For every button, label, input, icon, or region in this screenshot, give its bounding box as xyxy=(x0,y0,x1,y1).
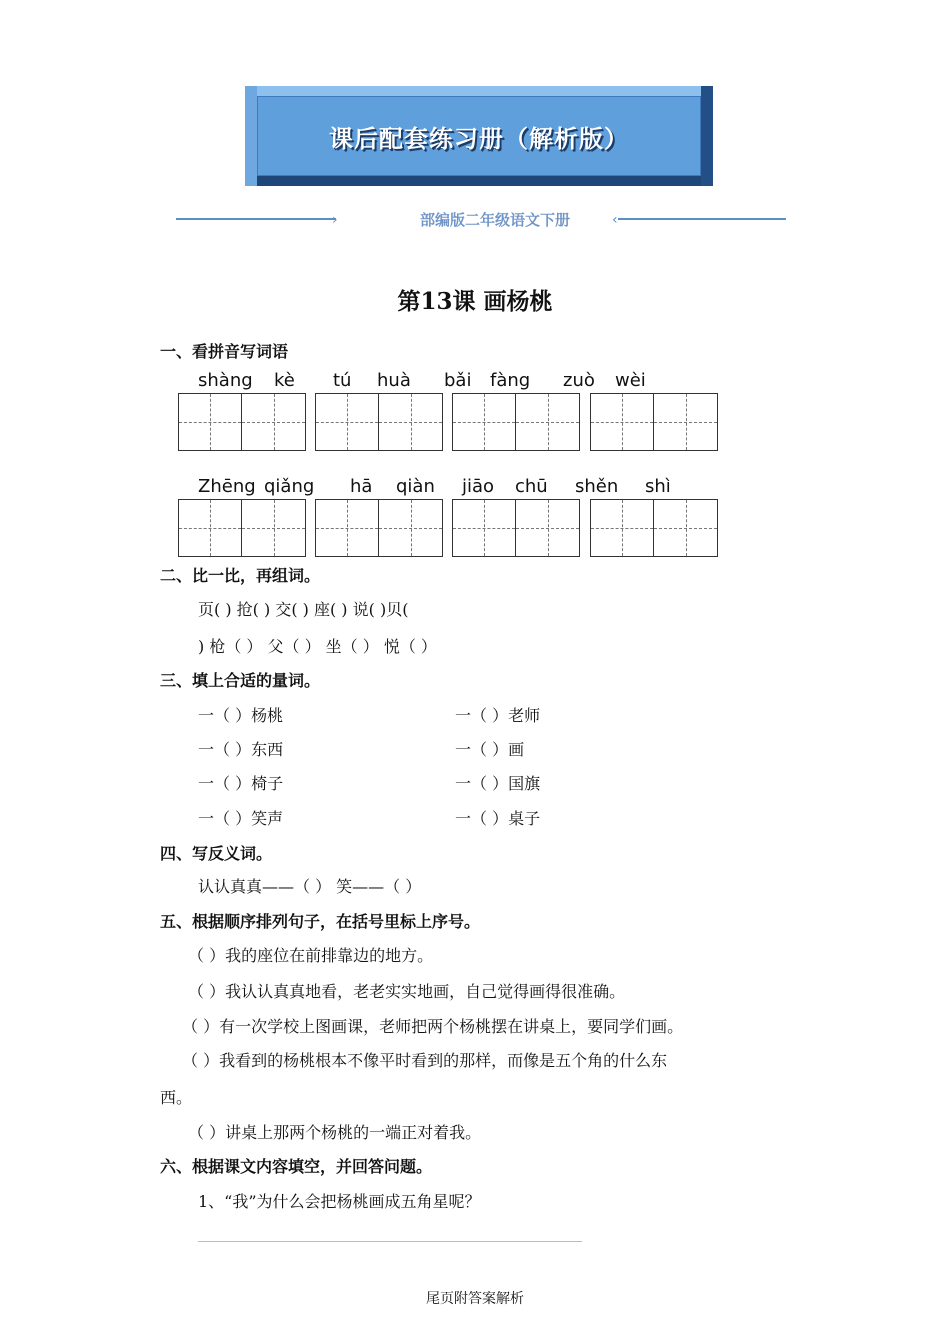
pinyin: qiàn xyxy=(396,476,435,497)
pinyin: zuò xyxy=(563,370,595,391)
measure-word-item: 一（ ）桌子 xyxy=(455,809,541,828)
order-sentence: （ ）我认认真真地看，老老实实地画，自己觉得画得很准确。 xyxy=(188,982,626,1001)
order-sentence-continued: 西。 xyxy=(160,1088,193,1107)
footer-note: 尾页附答案解析 xyxy=(426,1291,524,1307)
section-3-heading: 三、填上合适的量词。 xyxy=(160,671,321,690)
writing-grid[interactable] xyxy=(452,393,580,451)
banner-title: 课后配套练习册（解析版） xyxy=(329,124,629,153)
pinyin: shì xyxy=(645,476,671,497)
pinyin: wèi xyxy=(615,370,646,391)
pinyin: huà xyxy=(377,370,411,391)
measure-word-item: 一（ ）老师 xyxy=(455,706,541,725)
order-sentence: （ ）我的座位在前排靠边的地方。 xyxy=(188,946,434,965)
writing-grid[interactable] xyxy=(178,393,306,451)
pinyin: chū xyxy=(515,476,548,497)
pinyin: hā xyxy=(350,476,373,497)
section-1-heading: 一、看拼音写词语 xyxy=(160,342,289,361)
measure-word-item: 一（ ）笑声 xyxy=(198,809,284,828)
left-arrow-line xyxy=(176,218,336,220)
writing-grid[interactable] xyxy=(178,499,306,557)
antonym-line: 认认真真——（ ） 笑——（ ） xyxy=(198,877,422,896)
measure-word-item: 一（ ）画 xyxy=(455,740,525,759)
writing-grid[interactable] xyxy=(452,499,580,557)
pinyin: bǎi xyxy=(444,370,472,391)
section-4-heading: 四、写反义词。 xyxy=(160,844,273,863)
right-arrow-icon: › xyxy=(332,212,338,228)
measure-word-item: 一（ ）杨桃 xyxy=(198,706,284,725)
pinyin: jiāo xyxy=(462,476,495,497)
measure-word-item: 一（ ）东西 xyxy=(198,740,284,759)
pinyin: fàng xyxy=(490,370,531,391)
pinyin: tú xyxy=(333,370,352,391)
section-5-heading: 五、根据顺序排列句子，在括号里标上序号。 xyxy=(160,912,481,931)
order-sentence: （ ）有一次学校上图画课，老师把两个杨桃摆在讲桌上，要同学们画。 xyxy=(182,1017,684,1036)
writing-grid[interactable] xyxy=(315,499,443,557)
section-2-heading: 二、比一比，再组词。 xyxy=(160,566,321,585)
measure-word-item: 一（ ）国旗 xyxy=(455,774,541,793)
order-sentence: （ ）我看到的杨桃根本不像平时看到的那样，而像是五个角的什么东 xyxy=(182,1051,668,1070)
right-arrow-line xyxy=(618,218,786,220)
subtitle: 部编版二年级语文下册 xyxy=(419,211,570,229)
section-6-heading: 六、根据课文内容填空，并回答问题。 xyxy=(160,1157,433,1176)
left-arrow-icon: ‹ xyxy=(612,212,618,228)
pinyin: qiǎng xyxy=(264,476,315,497)
pinyin: kè xyxy=(274,370,295,391)
pinyin: Zhēng xyxy=(198,476,256,497)
writing-grid[interactable] xyxy=(590,499,718,557)
pinyin: shàng xyxy=(198,370,253,391)
writing-grid[interactable] xyxy=(590,393,718,451)
question-1: 1、“我”为什么会把杨桃画成五角星呢？ xyxy=(198,1192,481,1211)
compare-line-1: 页( ) 抢( ) 交( ) 座( ) 说( )贝( xyxy=(198,600,409,619)
pinyin: shěn xyxy=(575,476,619,497)
answer-line[interactable] xyxy=(198,1241,582,1242)
compare-line-2: ) 枪（ ） 父（ ） 坐（ ） 悦（ ） xyxy=(198,637,437,656)
measure-word-item: 一（ ）椅子 xyxy=(198,774,284,793)
title-banner xyxy=(245,86,713,186)
writing-grid[interactable] xyxy=(315,393,443,451)
lesson-title: 第13课 画杨桃 xyxy=(397,288,553,315)
order-sentence: （ ）讲桌上那两个杨桃的一端正对着我。 xyxy=(188,1123,482,1142)
